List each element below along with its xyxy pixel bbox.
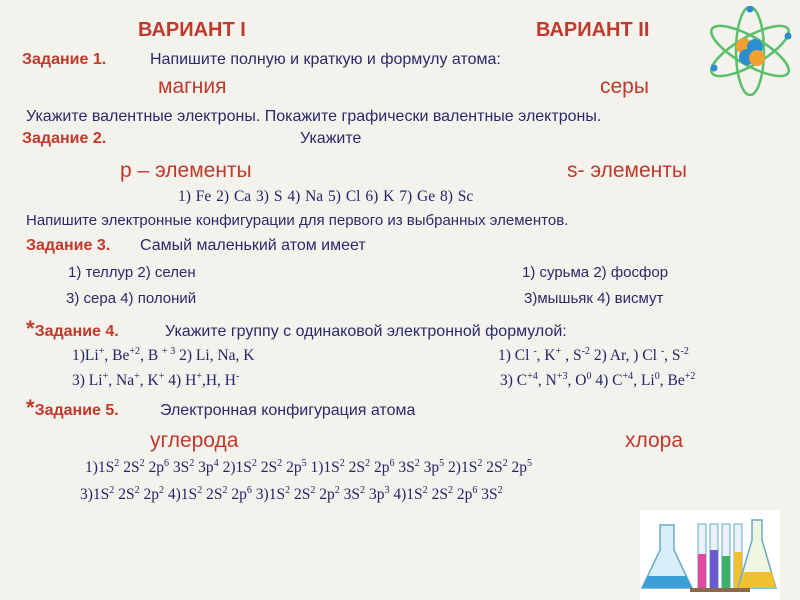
- task-4-text: Укажите группу с одинаковой электронной формулой:: [165, 323, 567, 340]
- task-4-row-1-right: 1) Cl -, K+ , $S^{-2}$ 2) Ar, ) Cl -, $S^{-2}$: [498, 346, 689, 364]
- task-1-element-1: магния: [158, 75, 227, 98]
- variant-2-title: ВАРИАНТ II: [536, 19, 650, 41]
- task-1-text: Напишите полную и краткую и формулу атома:: [150, 51, 501, 68]
- variant-1-title: ВАРИАНТ I: [138, 19, 246, 41]
- task-5-element-1: углерода: [150, 429, 239, 452]
- task-5-heading: [26, 397, 119, 419]
- flask-icon: [640, 510, 780, 600]
- atom-icon: [702, 6, 798, 96]
- task-4-star: *: [26, 316, 35, 341]
- task-5-element-2: хлора: [625, 429, 684, 452]
- task-3-option-row-1-right: 1) сурьма 2) фосфор: [522, 264, 669, 281]
- task-3-label: Задание 3.: [26, 237, 111, 254]
- task-5-row-2: $3)1S^2$ $2S^2$ $2p^2$ $4)1S^2$ $2S^2$ $2p^6$ $3)1S^2$ $2S^2$ $2p^2$ $3S^2$ $3p^3$ $4)1S^2$ $2S^2$ $2p^6$ $3S^2$: [80, 485, 503, 503]
- task-4-row-1-left: 1)Li+, $Be^{+2}$, B $^{+ 3}$ 2) Li, Na, K: [72, 346, 255, 364]
- task-4-label: Задание 4.: [34, 323, 119, 340]
- task-4-heading: [26, 318, 119, 340]
- task-4-row-2-right: 3) $C^{+4}$, $N^{+3}$, $O^0$ 4) $C^{+4}$, Li$^0$, $Be^{+2}$: [500, 371, 696, 389]
- task-3-text: Самый маленький атом имеет: [140, 237, 366, 254]
- task-5-star: *: [26, 395, 35, 420]
- task-3-option-row-2-left: 3) сера 4) полоний: [66, 290, 197, 307]
- task-2-s-elements: s- элементы: [567, 159, 687, 182]
- task-2-text: Укажите: [300, 130, 362, 147]
- task-2-line: Напишите электронные конфигурации для первого из выбранных элементов.: [26, 212, 569, 229]
- task-5-row-1: $1)1S^2$ $2S^2$ $2p^6$ $3S^2$ $3p^4$ $2)1S^2$ $2S^2$ $2p^5$ $1)1S^2$ $2S^2$ $2p^6$ $3S^2$ $3p^5$ $2)1S^2$ $2S^2$ $2p^5$: [85, 458, 533, 476]
- task-5-text: Электронная конфигурация атома: [160, 402, 416, 419]
- task-3-option-row-2-right: 3)мышьяк 4) висмут: [524, 290, 664, 307]
- task-1-element-2: серы: [600, 75, 649, 98]
- task-2-p-elements: p – элементы: [120, 159, 252, 182]
- task-2-label: Задание 2.: [22, 130, 107, 147]
- task-4-row-2-left: 3) Li+, Na+, K+ 4) H+,H, H-: [72, 371, 240, 389]
- task-5-label: Задание 5.: [34, 402, 119, 419]
- task-2-element-list: 1) Fe 2) Ca 3) S 4) Na 5) Cl 6) K 7) Ge 8) Sc: [178, 188, 474, 205]
- task-1-line-2: Укажите валентные электроны. Покажите графически валентные электроны.: [26, 108, 602, 125]
- task-3-option-row-1-left: 1) теллур 2) селен: [68, 264, 196, 281]
- task-1-label: Задание 1.: [22, 51, 107, 68]
